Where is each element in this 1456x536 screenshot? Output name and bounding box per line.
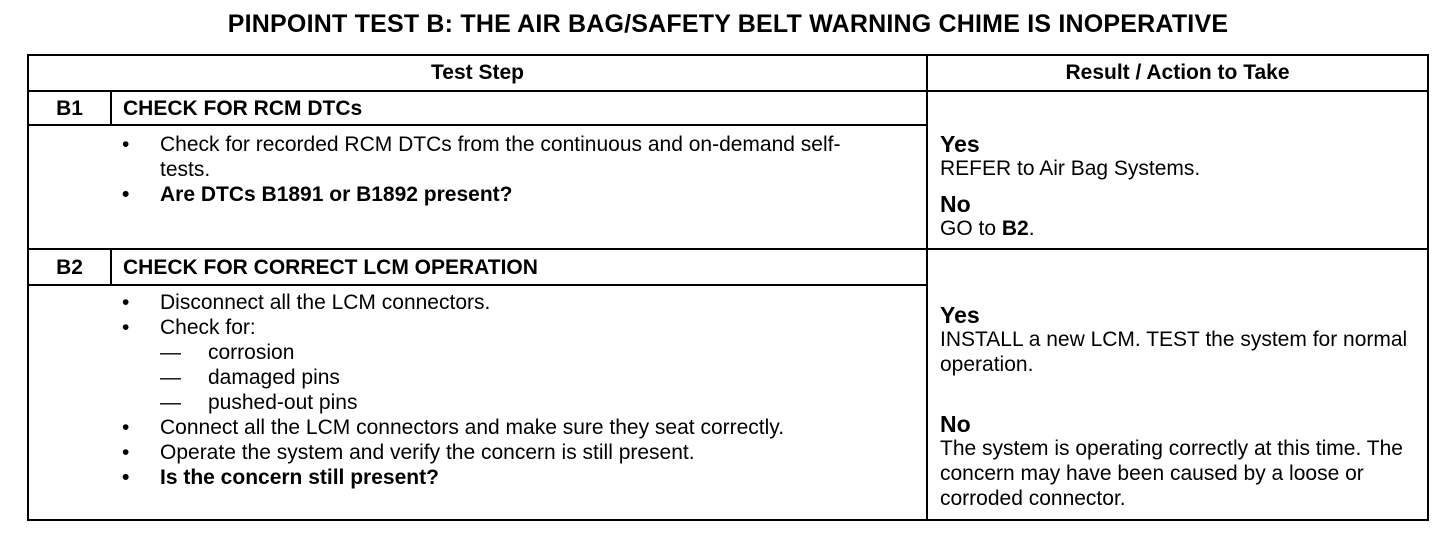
b2-step-id: B2 (56, 256, 83, 279)
b2-result (940, 303, 1418, 511)
sublist-item: — damaged pins (160, 365, 842, 390)
header-rule (27, 90, 1429, 92)
sublist-item: — corrosion (160, 340, 842, 365)
b2-id-divider (110, 248, 112, 286)
b1-heading: CHECK FOR RCM DTCs (123, 97, 363, 120)
b2-no-label: No (940, 411, 971, 437)
b1-no-text-suffix: . (1028, 217, 1035, 240)
table-border-top (27, 54, 1429, 56)
b2-yes-text: INSTALL a new LCM. TEST the system for normal operation. (940, 328, 1408, 376)
list-item: • Check for recorded RCM DTCs from the continuous and on-demand self-tests. (122, 132, 842, 182)
list-item: • Disconnect all the LCM connectors. (122, 290, 842, 315)
test-step-header: Test Step (431, 61, 524, 84)
b1-result (940, 132, 1410, 241)
list-item (122, 315, 842, 415)
page-title: PINPOINT TEST B: THE AIR BAG/SAFETY BELT WARNING CHIME IS INOPERATIVE (227, 10, 1229, 38)
list-item: • Are DTCs B1891 or B1892 present? (122, 182, 842, 207)
check-for-label: Check for: (160, 316, 256, 339)
b2-no-text: The system is operating correctly at this time. The concern may have been caused by a loose or corroded connector. (940, 437, 1403, 510)
b2-yes-label: Yes (940, 302, 980, 328)
b1-yes-text: REFER to Air Bag Systems. (940, 157, 1201, 180)
b2-heading: CHECK FOR CORRECT LCM OPERATION (123, 256, 538, 279)
b1-steps (122, 132, 842, 207)
b1-no-text-prefix: GO to (940, 217, 1002, 240)
sublist-item: — pushed-out pins (160, 390, 842, 415)
check-for-sublist (160, 340, 842, 415)
b2-heading-rule (27, 284, 927, 286)
b2-steps (122, 290, 842, 490)
result-action-header: Result / Action to Take (1065, 61, 1290, 84)
b1-no-label: No (940, 191, 971, 217)
b1-no-text (940, 216, 1410, 241)
b1-no-text-ref: B2 (1001, 217, 1029, 240)
table-border-bottom (27, 519, 1429, 521)
b1-yes-label: Yes (940, 131, 980, 157)
b1-heading-rule (27, 124, 927, 126)
list-item: • Connect all the LCM connectors and make sure they seat correctly. (122, 415, 842, 440)
b1-id-divider (110, 90, 112, 126)
list-item: • Operate the system and verify the concern is still present. (122, 440, 842, 465)
b1-step-id: B1 (56, 97, 83, 120)
list-item: • Is the concern still present? (122, 465, 842, 490)
table-border-right (1427, 54, 1429, 521)
section-rule (27, 248, 1429, 250)
